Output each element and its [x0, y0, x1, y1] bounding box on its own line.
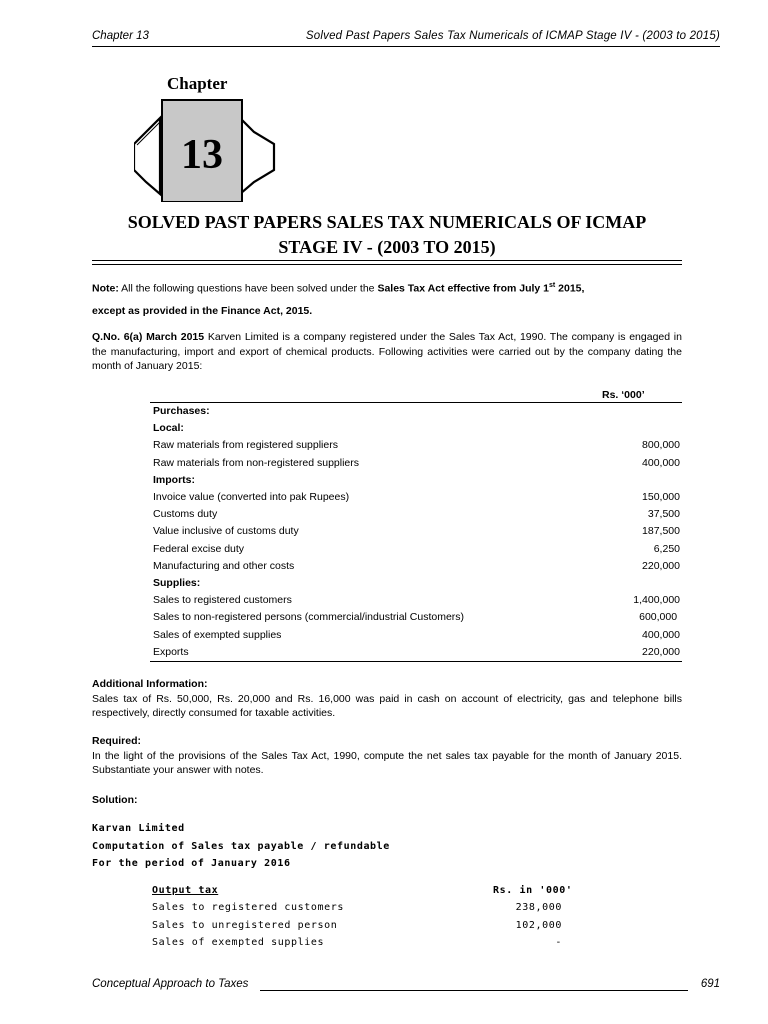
output-row-value: 102,000 [515, 919, 562, 931]
note-paragraph [92, 279, 682, 319]
note-act: Sales Tax Act effective from July 1 [377, 282, 550, 295]
note-line-2: except as provided in the Finance Act, 2015. [92, 305, 313, 317]
note-sup: st [549, 282, 556, 289]
row-label: Imports: [153, 473, 195, 486]
table-row [150, 577, 682, 594]
additional-heading: Additional Information: [92, 678, 208, 690]
note-text: All the following questions have been solved under the [118, 282, 378, 295]
table-unit: Rs. ‘000’ [602, 389, 645, 401]
row-label: Manufacturing and other costs [153, 559, 295, 572]
output-tax-unit: Rs. in '000' [493, 885, 573, 896]
header-chapter: Chapter 13 [92, 30, 149, 42]
title-line-2: STAGE IV - (2003 TO 2015) [278, 237, 496, 257]
footer-rule [260, 990, 688, 991]
chapter-word: Chapter [167, 74, 228, 93]
page-number: 691 [700, 978, 720, 990]
row-value: 400,000 [642, 456, 680, 469]
row-value: 150,000 [642, 491, 680, 503]
row-label: Federal excise duty [153, 542, 245, 555]
additional-text: Sales tax of Rs. 50,000, Rs. 20,000 and Rs. 16,000 was paid in cash on account of electricity, gas and telephone bills respectively, directly consumed for taxable activities. [92, 692, 682, 719]
row-value: 6,250 [653, 542, 680, 555]
running-header [92, 30, 720, 47]
row-value: 37,500 [647, 508, 680, 521]
required-text: In the light of the provisions of the Sales Tax Act, 1990, compute the net sales tax payable for the month of January 2015. Substantiate your answer with notes. [92, 749, 682, 776]
output-row-label: Sales of exempted supplies [152, 937, 325, 948]
row-value: 187,500 [642, 525, 680, 538]
row-value: 400,000 [642, 628, 680, 641]
row-value: 220,000 [642, 645, 680, 658]
table-rule-top [150, 402, 682, 403]
row-value: 800,000 [642, 439, 680, 452]
title-line-1: SOLVED PAST PAPERS SALES TAX NUMERICALS OF ICMAP [127, 212, 647, 232]
table-row [150, 405, 682, 422]
note-label: Note: [92, 282, 119, 295]
output-tax-heading: Output tax [152, 885, 219, 896]
table-row [150, 457, 682, 474]
question-text: Karven Limited is a company registered under the Sales Tax Act, 1990. The company is engaged in the manufacturing, import and export of chemical products. Following activities were carried out by the company dating the month of January 2015: [92, 331, 682, 372]
solution-period: For the period of January 2016 [92, 858, 291, 869]
purchases-table [150, 405, 682, 660]
row-label: Exports [153, 645, 189, 658]
output-row-label: Sales to unregistered person [152, 919, 338, 931]
table-row [150, 560, 682, 577]
question-paragraph [92, 330, 682, 374]
table-row [150, 543, 682, 560]
note-year: 2015, [555, 282, 585, 295]
chapter-number: 13 [181, 132, 223, 178]
table-row [150, 439, 682, 456]
output-row-label: Sales to registered customers [152, 902, 344, 913]
table-row [150, 611, 682, 628]
required-section [92, 734, 682, 778]
row-label: Sales to non-registered persons (commercial/industrial Customers) [153, 611, 465, 624]
solution-heading: Solution: [92, 794, 138, 806]
title-rule-bottom [92, 264, 682, 265]
row-label: Purchases: [153, 405, 210, 417]
title-rule-top [92, 260, 682, 261]
table-row [150, 594, 682, 611]
additional-info [92, 677, 682, 721]
solution-company: Karvan Limited [92, 823, 185, 834]
row-label: Sales of exempted supplies [153, 628, 282, 641]
table-row [150, 491, 682, 508]
row-label: Raw materials from registered suppliers [153, 439, 338, 452]
table-row [150, 508, 682, 525]
row-label: Customs duty [153, 508, 218, 521]
row-label: Supplies: [153, 577, 201, 589]
row-value: 1,400,000 [633, 594, 680, 607]
output-row-value: 238,000 [515, 902, 562, 913]
table-rule-bottom [150, 661, 682, 662]
row-label: Value inclusive of customs duty [153, 525, 299, 538]
row-label: Local: [153, 422, 184, 435]
table-row [150, 422, 682, 439]
row-label: Raw materials from non-registered suppliers [153, 456, 359, 469]
chapter-title [92, 210, 682, 260]
required-heading: Required: [92, 735, 142, 747]
chapter-emblem [134, 98, 276, 202]
header-title: Solved Past Papers Sales Tax Numericals of ICMAP Stage IV - (2003 to 2015) [305, 30, 720, 42]
row-value: 600,000 [639, 611, 680, 624]
table-row [150, 474, 682, 491]
question-label: Q.No. 6(a) March 2015 [92, 331, 205, 343]
table-row [150, 525, 682, 542]
solution-computation: Computation of Sales tax payable / refundable [92, 841, 390, 852]
footer-book-title: Conceptual Approach to Taxes [92, 978, 249, 990]
row-value: 220,000 [642, 559, 680, 572]
row-label: Sales to registered customers [153, 594, 292, 607]
table-row [150, 629, 682, 646]
output-row-value: - [555, 937, 562, 948]
row-label: Invoice value (converted into pak Rupees) [153, 491, 350, 503]
output-tax-table [152, 902, 562, 954]
